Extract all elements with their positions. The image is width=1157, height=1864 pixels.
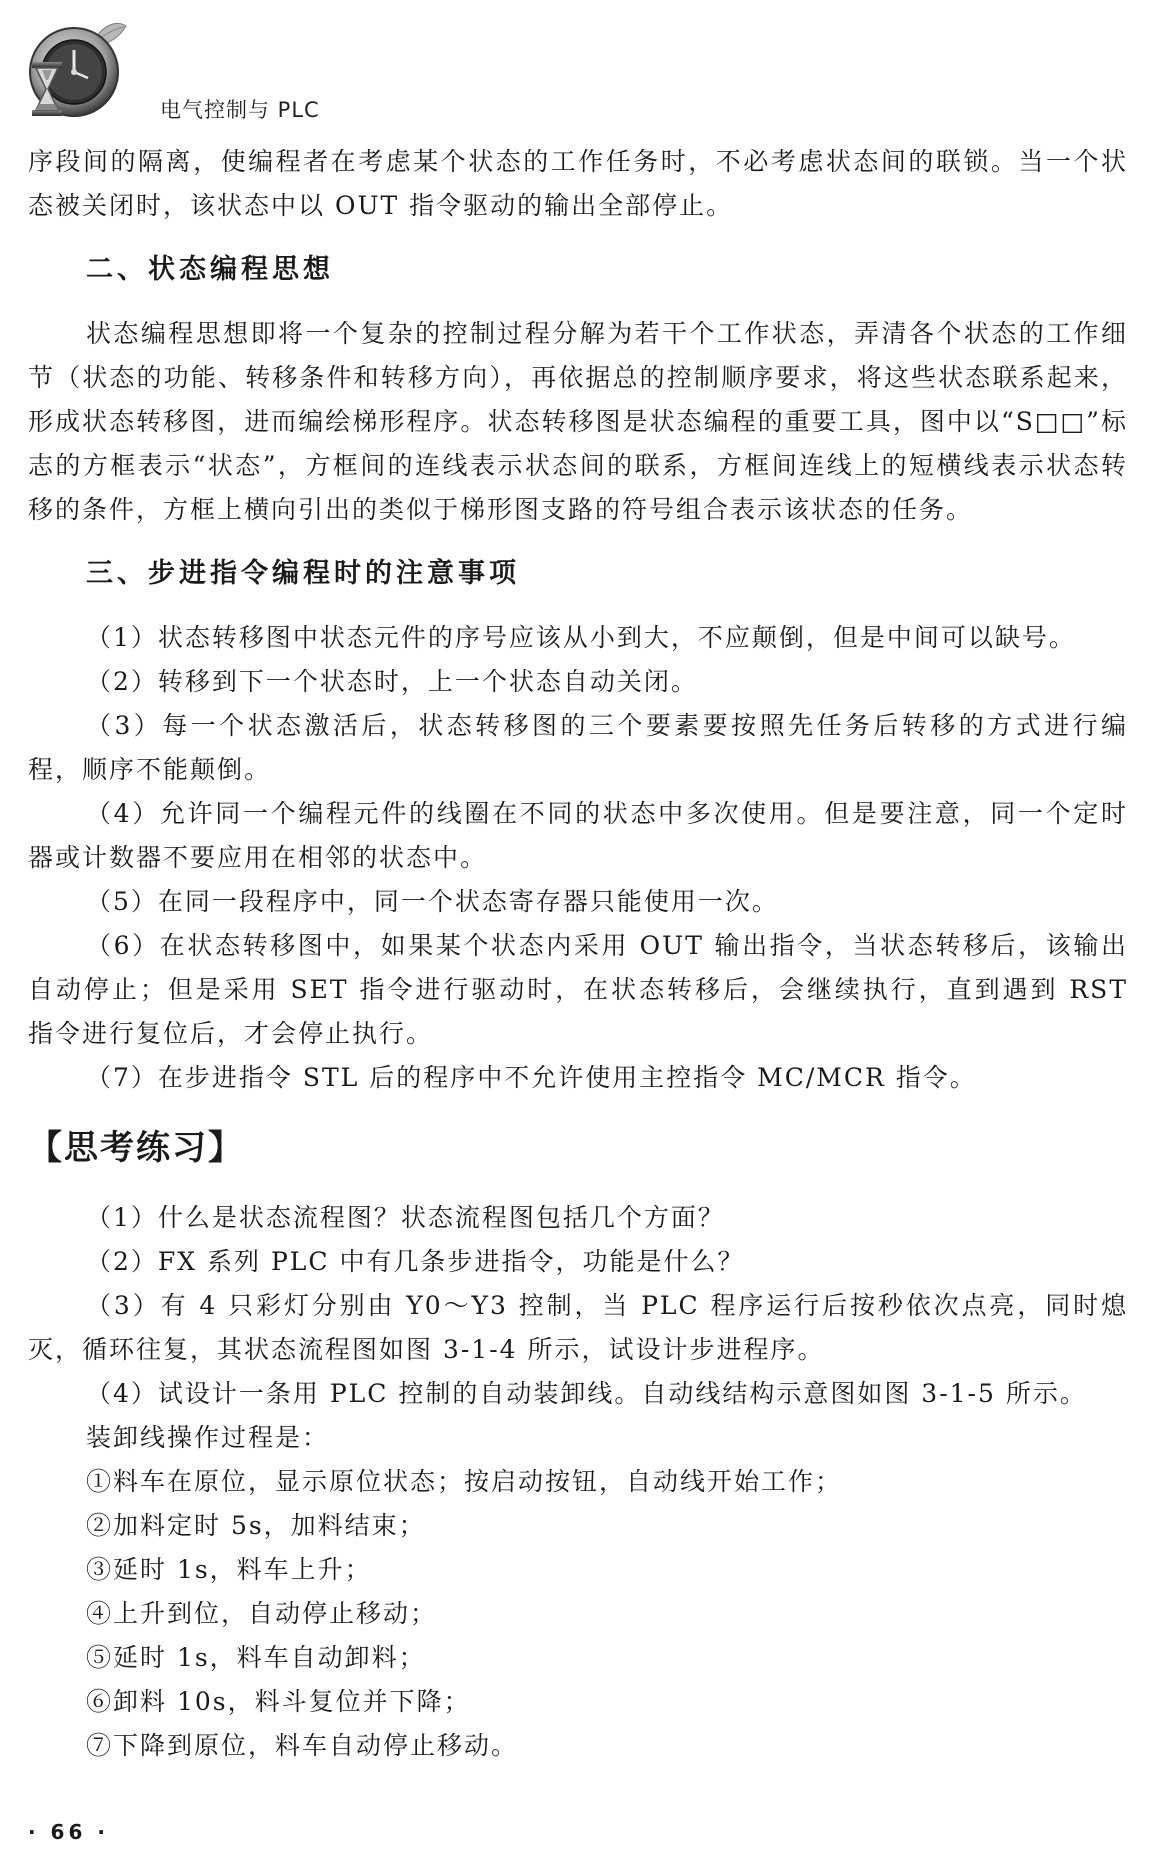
list-item: （3）每一个状态激活后，状态转移图的三个要素要按照先任务后转移的方式进行编程，顺序不能颠倒。 xyxy=(28,711,1128,784)
section-heading-state-programming: 二、状态编程思想 xyxy=(86,254,334,285)
list-item: （4）试设计一条用 PLC 控制的自动装卸线。自动线结构示意图如图 3-1-5 所示。 xyxy=(86,1379,1087,1408)
list-item: （7）在步进指令 STL 后的程序中不允许使用主控指令 MC/MCR 指令。 xyxy=(86,1063,977,1092)
list-item: （2）转移到下一个状态时，上一个状态自动关闭。 xyxy=(86,667,698,696)
hourglass-clock-logo-icon xyxy=(22,14,132,126)
section-heading-stl-notes: 三、步进指令编程时的注意事项 xyxy=(86,558,520,589)
exercises-heading: 【思考练习】 xyxy=(28,1128,244,1168)
process-label: 装卸线操作过程是： xyxy=(86,1423,330,1452)
list-item: ⑤延时 1s，料车自动卸料； xyxy=(86,1643,426,1672)
list-item: ④上升到位，自动停止移动； xyxy=(86,1599,438,1628)
list-item: （2）FX 系列 PLC 中有几条步进指令，功能是什么？ xyxy=(86,1247,745,1276)
exercise-list xyxy=(28,1196,1128,1768)
page-body xyxy=(28,140,1128,1768)
list-item: ②加料定时 5s，加料结束； xyxy=(86,1511,426,1540)
list-item: （5）在同一段程序中，同一个状态寄存器只能使用一次。 xyxy=(86,887,779,916)
list-item: ⑦下降到原位，料车自动停止移动。 xyxy=(86,1731,519,1760)
list-item: （1）状态转移图中状态元件的序号应该从小到大，不应颠倒，但是中间可以缺号。 xyxy=(86,623,1076,652)
notes-list xyxy=(28,616,1128,1100)
list-item: （4）允许同一个编程元件的线圈在不同的状态中多次使用。但是要注意，同一个定时器或计数器不要应用在相邻的状态中。 xyxy=(28,799,1128,872)
list-item: （1）什么是状态流程图？状态流程图包括几个方面？ xyxy=(86,1203,725,1232)
list-item: ①料车在原位，显示原位状态；按启动按钮，自动线开始工作； xyxy=(86,1467,843,1496)
list-item: ③延时 1s，料车上升； xyxy=(86,1555,372,1584)
intro-paragraph: 序段间的隔离，使编程者在考虑某个状态的工作任务时，不必考虑状态间的联锁。当一个状态被关闭时，该状态中以 OUT 指令驱动的输出全部停止。 xyxy=(28,147,1128,220)
list-item: （3）有 4 只彩灯分别由 Y0～Y3 控制，当 PLC 程序运行后按秒依次点亮，同时熄灭，循环往复，其状态流程图如图 3-1-4 所示，试设计步进程序。 xyxy=(28,1291,1128,1364)
list-item: （6）在状态转移图中，如果某个状态内采用 OUT 输出指令，当状态转移后，该输出自动停止；但是采用 SET 指令进行驱动时，在状态转移后，会继续执行，直到遇到 RST 指令进行复位后，才会停止执行。 xyxy=(28,931,1128,1048)
page-number: · 66 · xyxy=(28,1820,109,1844)
list-item: ⑥卸料 10s，料斗复位并下降； xyxy=(86,1687,471,1716)
section2-paragraph: 状态编程思想即将一个复杂的控制过程分解为若干个工作状态，弄清各个状态的工作细节（状态的功能、转移条件和转移方向），再依据总的控制顺序要求，将这些状态联系起来，形成状态转移图，进而编绘梯形程序。状态转移图是状态编程的重要工具，图中以“S□□”标志的方框表示“状态”，方框间的连线表示状态间的联系，方框间连线上的短横线表示状态转移的条件，方框上横向引出的类似于梯形图支路的符号组合表示该状态的任务。 xyxy=(28,319,1128,524)
book-title: 电气控制与 PLC xyxy=(160,98,320,122)
page-header xyxy=(22,14,1132,126)
